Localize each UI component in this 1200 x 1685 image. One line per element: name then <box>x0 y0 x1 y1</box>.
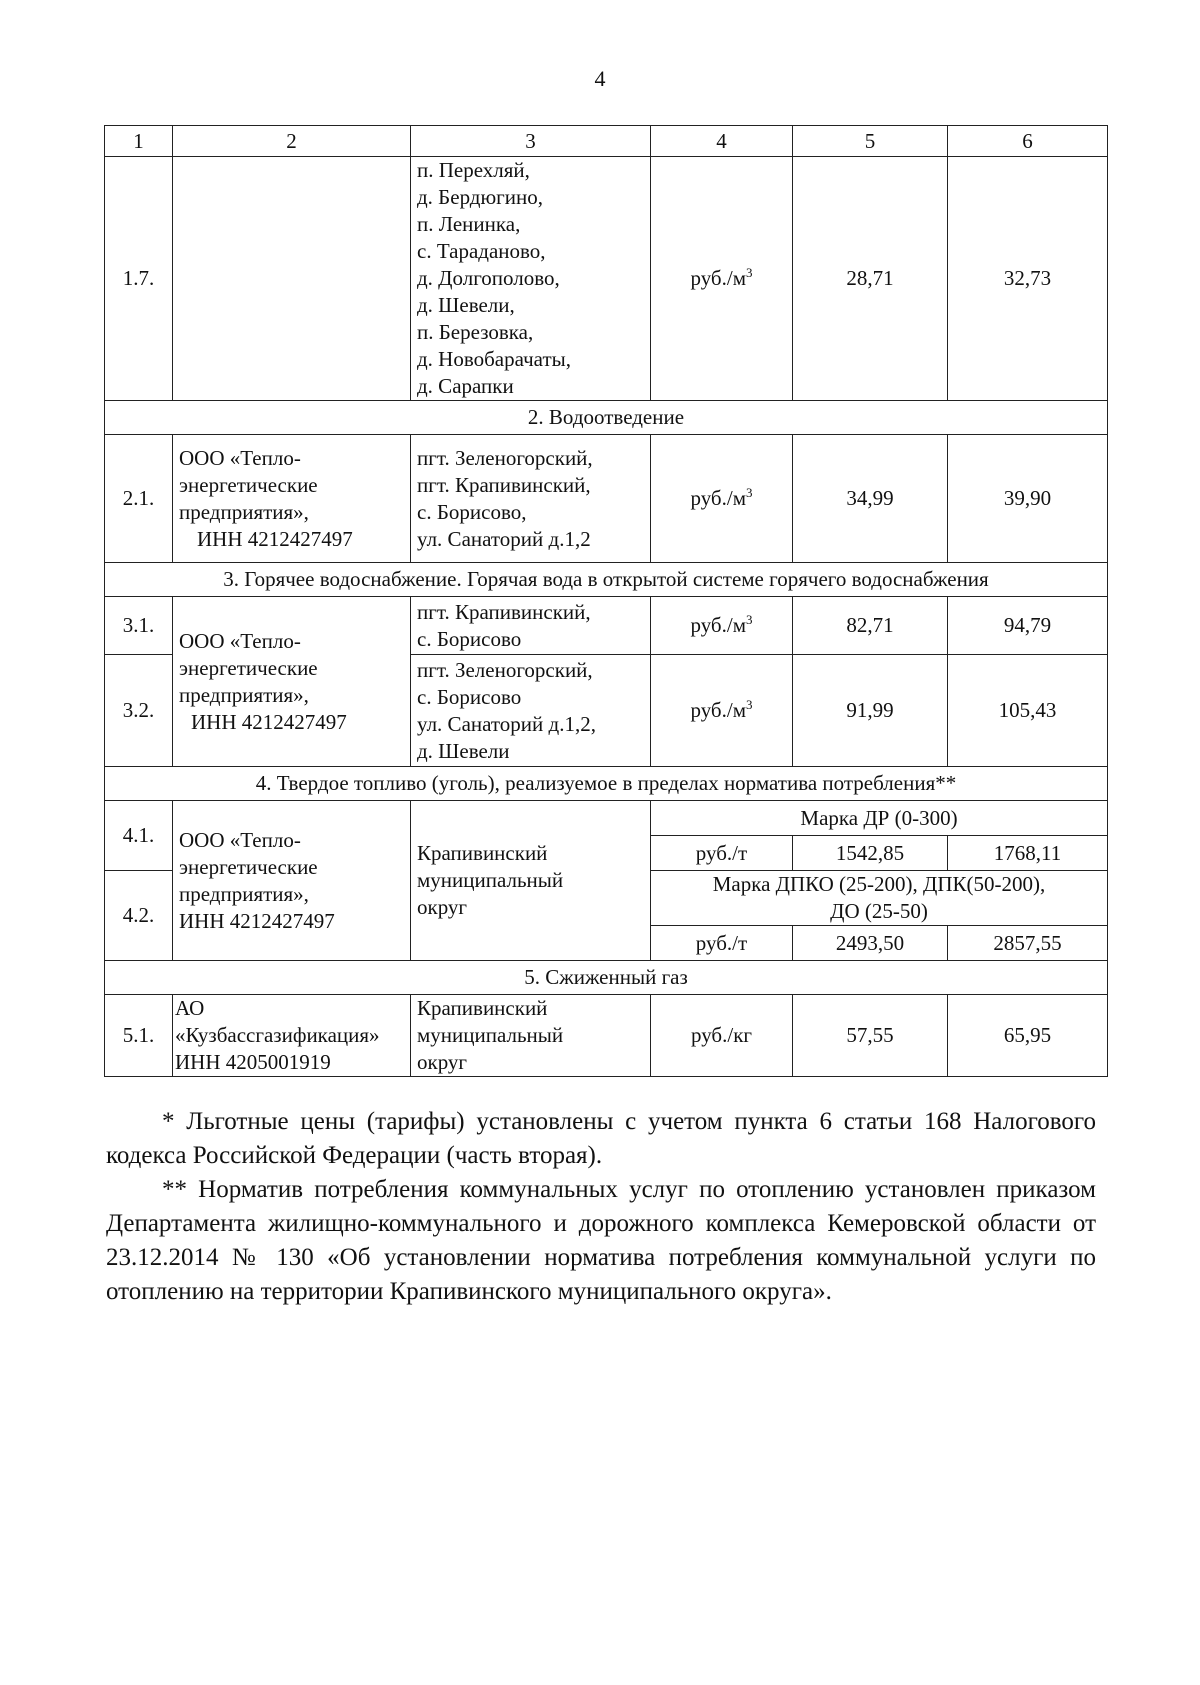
org-line: ИНН 4212427497 <box>197 526 353 551</box>
place-line: п. Ленинка, <box>417 212 521 236</box>
footnote-2: ** Норматив потребления коммунальных услуг по отоплению установлен приказом Департамента жилищно-коммунального и дорожного комплекса Кемеровской области от 23.12.2014 № 130 «Об установлении норматива потребления коммунальной услуги по отоплению на территории Крапивинского муниципального округа». <box>106 1176 1096 1305</box>
section-title: 2. Водоотведение <box>105 401 1108 435</box>
price-col5: 91,99 <box>793 655 948 767</box>
unit-cell: руб./кг <box>651 995 793 1077</box>
section-row <box>105 401 1108 435</box>
price-col6: 2857,55 <box>948 926 1108 961</box>
org-line: ООО «Тепло- <box>179 827 301 852</box>
place-line: д. Бердюгино, <box>417 185 543 209</box>
place-line: пгт. Зеленогорский, <box>417 657 593 682</box>
header-cell: 4 <box>651 126 793 157</box>
row-number: 3.1. <box>105 597 173 655</box>
unit-superscript: 3 <box>746 485 753 500</box>
price-col6: 39,90 <box>948 435 1108 563</box>
grade-row <box>105 801 1108 836</box>
price-col5: 28,71 <box>793 157 948 401</box>
places-cell <box>411 597 651 655</box>
header-cell: 1 <box>105 126 173 157</box>
org-line: ИНН 4205001919 <box>175 1050 331 1074</box>
place-line: округ <box>417 895 468 919</box>
header-cell: 3 <box>411 126 651 157</box>
place-line: пгт. Зеленогорский, <box>417 445 593 470</box>
table-row <box>105 157 1108 401</box>
row-number: 4.1. <box>105 801 173 871</box>
unit-superscript: 3 <box>746 697 753 712</box>
section-title: 4. Твердое топливо (уголь), реализуемое в пределах норматива потребления** <box>105 767 1108 801</box>
price-col6: 32,73 <box>948 157 1108 401</box>
section-row <box>105 961 1108 995</box>
place-line: Крапивинский <box>417 996 548 1020</box>
places-cell <box>411 995 651 1077</box>
place-line: с. Борисово <box>417 626 522 651</box>
section-title: 5. Сжиженный газ <box>105 961 1108 995</box>
price-col6: 94,79 <box>948 597 1108 655</box>
place-line: муниципальный <box>417 1023 564 1047</box>
place-line: д. Сарапки <box>417 374 514 398</box>
places-cell <box>411 435 651 563</box>
price-col5: 82,71 <box>793 597 948 655</box>
unit-cell <box>651 157 793 401</box>
unit-text: руб./м <box>690 486 746 510</box>
table-row <box>105 995 1108 1077</box>
tariff-table <box>104 125 1108 1077</box>
price-col6: 65,95 <box>948 995 1108 1077</box>
org-line: АО <box>175 996 205 1020</box>
unit-text: руб./м <box>690 698 746 722</box>
place-line: с. Борисово <box>417 684 522 709</box>
header-cell: 6 <box>948 126 1108 157</box>
place-line: муниципальный <box>417 868 564 892</box>
row-number: 4.2. <box>105 871 173 961</box>
unit-cell <box>651 435 793 563</box>
organization-cell <box>173 435 411 563</box>
places-cell <box>411 655 651 767</box>
org-line: ИНН 4212427497 <box>191 709 347 734</box>
place-line: Крапивинский <box>417 841 548 865</box>
unit-cell <box>651 655 793 767</box>
header-cell: 5 <box>793 126 948 157</box>
coal-grade-label: Марка ДПКО (25-200), ДПК(50-200), ДО (25-50) <box>651 871 1108 926</box>
footnote-1: * Льготные цены (тарифы) установлены с учетом пункта 6 статьи 168 Налогового кодекса Российской Федерации (часть вторая). <box>106 1108 1096 1169</box>
place-line: с. Тараданово, <box>417 239 546 263</box>
unit-text: руб./м <box>690 266 746 290</box>
org-line: энергетические <box>179 472 318 497</box>
place-line: д. Шевели <box>417 738 510 763</box>
row-number: 1.7. <box>105 157 173 401</box>
org-line: предприятия», <box>179 881 309 906</box>
place-line: ул. Санаторий д.1,2, <box>417 711 596 736</box>
place-line: с. Борисово, <box>417 499 527 524</box>
row-number: 5.1. <box>105 995 173 1077</box>
org-line: энергетические <box>179 854 318 879</box>
places-cell <box>411 801 651 961</box>
unit-cell <box>651 597 793 655</box>
section-title: 3. Горячее водоснабжение. Горячая вода в открытой системе горячего водоснабжения <box>105 563 1108 597</box>
organization-cell <box>173 597 411 767</box>
price-col5: 2493,50 <box>793 926 948 961</box>
place-line: округ <box>417 1050 468 1074</box>
place-line: ул. Санаторий д.1,2 <box>417 526 591 551</box>
unit-cell: руб./т <box>651 926 793 961</box>
price-col6: 105,43 <box>948 655 1108 767</box>
header-cell: 2 <box>173 126 411 157</box>
organization-cell <box>173 157 411 401</box>
org-line: предприятия», <box>179 499 309 524</box>
price-col5: 1542,85 <box>793 836 948 871</box>
place-line: д. Долгополово, <box>417 266 560 290</box>
place-line: д. Шевели, <box>417 293 515 317</box>
coal-grade-label: Марка ДР (0-300) <box>651 801 1108 836</box>
section-row <box>105 563 1108 597</box>
unit-superscript: 3 <box>746 265 753 280</box>
org-line: предприятия», <box>179 682 309 707</box>
place-line: д. Новобарачаты, <box>417 347 571 371</box>
places-cell <box>411 157 651 401</box>
price-col5: 34,99 <box>793 435 948 563</box>
place-line: п. Перехляй, <box>417 158 530 182</box>
organization-cell <box>173 801 411 961</box>
section-row <box>105 767 1108 801</box>
org-line: ООО «Тепло- <box>179 445 301 470</box>
price-col5: 57,55 <box>793 995 948 1077</box>
unit-text: руб./м <box>690 613 746 637</box>
footnotes <box>106 1105 1096 1309</box>
row-number: 3.2. <box>105 655 173 767</box>
table-header-row <box>105 126 1108 157</box>
row-number: 2.1. <box>105 435 173 563</box>
unit-superscript: 3 <box>746 612 753 627</box>
place-line: пгт. Крапивинский, <box>417 472 591 497</box>
org-line: энергетические <box>179 655 318 680</box>
table-row <box>105 435 1108 563</box>
page-number: 4 <box>594 66 606 91</box>
price-col6: 1768,11 <box>948 836 1108 871</box>
org-line: «Кузбассгазификация» <box>175 1023 380 1047</box>
table-row <box>105 597 1108 655</box>
org-line: ИНН 4212427497 <box>179 908 335 933</box>
organization-cell <box>173 995 411 1077</box>
unit-cell: руб./т <box>651 836 793 871</box>
org-line: ООО «Тепло- <box>179 628 301 653</box>
place-line: п. Березовка, <box>417 320 534 344</box>
place-line: пгт. Крапивинский, <box>417 599 591 624</box>
